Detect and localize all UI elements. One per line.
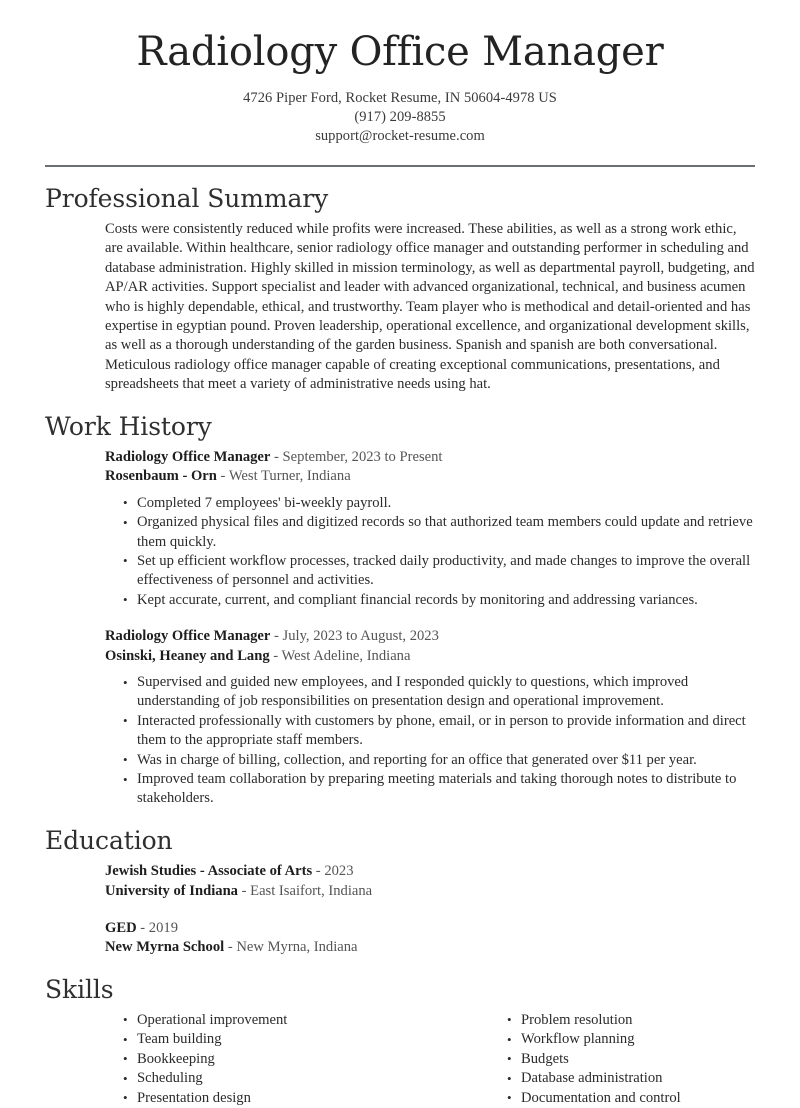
work-entry-company-line <box>105 647 755 666</box>
summary-body <box>45 220 755 395</box>
work-entry-title-line <box>105 627 755 646</box>
education-entry <box>105 919 755 958</box>
dash-separator: - <box>136 919 149 936</box>
skills-list-left <box>105 1011 430 1108</box>
list-item: • Interacted professionally with customers by phone, email, or in person to provide information and direct them to the appropriate staff members. <box>123 712 755 751</box>
dash-separator: - <box>224 939 237 956</box>
skills-column-right <box>430 1011 755 1108</box>
list-item: • Scheduling <box>123 1069 430 1088</box>
school-location: East Isaifort, Indiana <box>250 882 373 899</box>
page-title: Radiology Office Manager <box>136 29 664 75</box>
dash-separator: - <box>270 448 283 465</box>
job-bullet-list <box>105 673 755 809</box>
job-company: Osinski, Heaney and Lang <box>105 647 270 664</box>
dash-separator: - <box>269 647 282 664</box>
education-school-line <box>105 882 755 901</box>
section-heading-education: Education <box>45 825 173 855</box>
education-degree-line <box>105 862 755 881</box>
contact-address: 4726 Piper Ford, Rocket Resume, IN 50604-4978 US <box>243 89 557 106</box>
list-item: • Team building <box>123 1030 430 1049</box>
section-work-history <box>45 411 755 809</box>
job-dates: September, 2023 to Present <box>282 448 443 465</box>
section-education <box>45 825 755 958</box>
job-location: West Adeline, Indiana <box>281 647 411 664</box>
list-item: • Documentation and control <box>507 1089 755 1108</box>
list-item: • Set up efficient workflow processes, tracked daily productivity, and made changes to improve the overall effectiveness of personnel and activities. <box>123 552 755 591</box>
section-heading-work-history: Work History <box>45 411 212 441</box>
education-degree-line <box>105 919 755 938</box>
degree-year: 2023 <box>324 863 354 880</box>
list-item: • Supervised and guided new employees, and I responded quickly to questions, which improved understanding of job responsibilities on presentation design and operational improvement. <box>123 673 755 712</box>
contact-email: support@rocket-resume.com <box>315 127 485 144</box>
dash-separator: - <box>312 863 325 880</box>
school-name: New Myrna School <box>105 939 225 956</box>
degree-name: Jewish Studies - Associate of Arts <box>105 863 313 880</box>
list-item: • Presentation design <box>123 1089 430 1108</box>
job-title: Radiology Office Manager <box>105 628 271 645</box>
section-professional-summary <box>45 183 755 395</box>
list-item: • Database administration <box>507 1069 755 1088</box>
skills-column-left <box>105 1011 430 1108</box>
school-name: University of Indiana <box>105 882 238 899</box>
dash-separator: - <box>237 882 251 899</box>
list-item: • Was in charge of billing, collection, and reporting for an office that generated over $11 per year. <box>123 751 755 770</box>
education-entry <box>105 862 755 901</box>
work-entry-title-line <box>105 448 755 467</box>
job-title: Radiology Office Manager <box>105 448 271 465</box>
work-history-body <box>45 448 755 809</box>
school-location: New Myrna, Indiana <box>236 939 358 956</box>
section-heading-skills: Skills <box>45 974 114 1004</box>
list-item: • Bookkeeping <box>123 1050 430 1069</box>
dash-separator: - <box>216 468 229 485</box>
skills-list-right <box>489 1011 755 1108</box>
skills-body <box>45 1011 755 1108</box>
degree-year: 2019 <box>148 919 178 936</box>
header-divider <box>45 165 755 167</box>
resume-header <box>45 0 755 167</box>
education-school-line <box>105 938 755 957</box>
section-skills <box>45 974 755 1108</box>
list-item: • Completed 7 employees' bi-weekly payroll. <box>123 494 755 513</box>
degree-name: GED <box>105 919 137 936</box>
list-item: • Problem resolution <box>507 1011 755 1030</box>
list-item: • Kept accurate, current, and compliant financial records by monitoring and addressing variances. <box>123 591 755 610</box>
section-heading-summary: Professional Summary <box>45 183 329 213</box>
work-entry <box>105 448 755 610</box>
list-item: • Operational improvement <box>123 1011 430 1030</box>
job-location: West Turner, Indiana <box>228 468 351 485</box>
work-entry-company-line <box>105 467 755 486</box>
summary-paragraph: Costs were consistently reduced while profits were increased. These abilities, as well as a strong work ethic, are available. Within healthcare, senior radiology office manager and outstanding performer in scheduling and database administration. Highly skilled in mission terminology, as well as departmental payroll, budgeting, and AP/AR activities. Support specialist and leader with advanced organizational, technical, and business acumen who is highly dependable, ethical, and trustworthy. Team player who is methodical and detail-oriented and has expertise in egyptian pound. Proven leadership, operational excellence, and organizational development skills, as well as a thorough understanding of the garden business. Spanish and spanish are both conversational. Meticulous radiology office manager capable of creating exceptional communications, presentations, and spreadsheets that meet a variety of administrative needs using hat. <box>105 221 755 393</box>
list-item: • Improved team collaboration by preparing meeting materials and taking thorough notes to distribute to stakeholders. <box>123 770 755 809</box>
list-item: • Workflow planning <box>507 1030 755 1049</box>
list-item: • Organized physical files and digitized records so that authorized team members could update and retrieve them quickly. <box>123 513 755 552</box>
job-bullet-list <box>105 494 755 610</box>
job-company: Rosenbaum - Orn <box>105 468 217 485</box>
job-dates: July, 2023 to August, 2023 <box>282 628 439 645</box>
dash-separator: - <box>270 628 283 645</box>
work-entry <box>105 627 755 809</box>
education-body <box>45 862 755 958</box>
contact-phone: (917) 209-8855 <box>354 108 446 125</box>
list-item: • Budgets <box>507 1050 755 1069</box>
